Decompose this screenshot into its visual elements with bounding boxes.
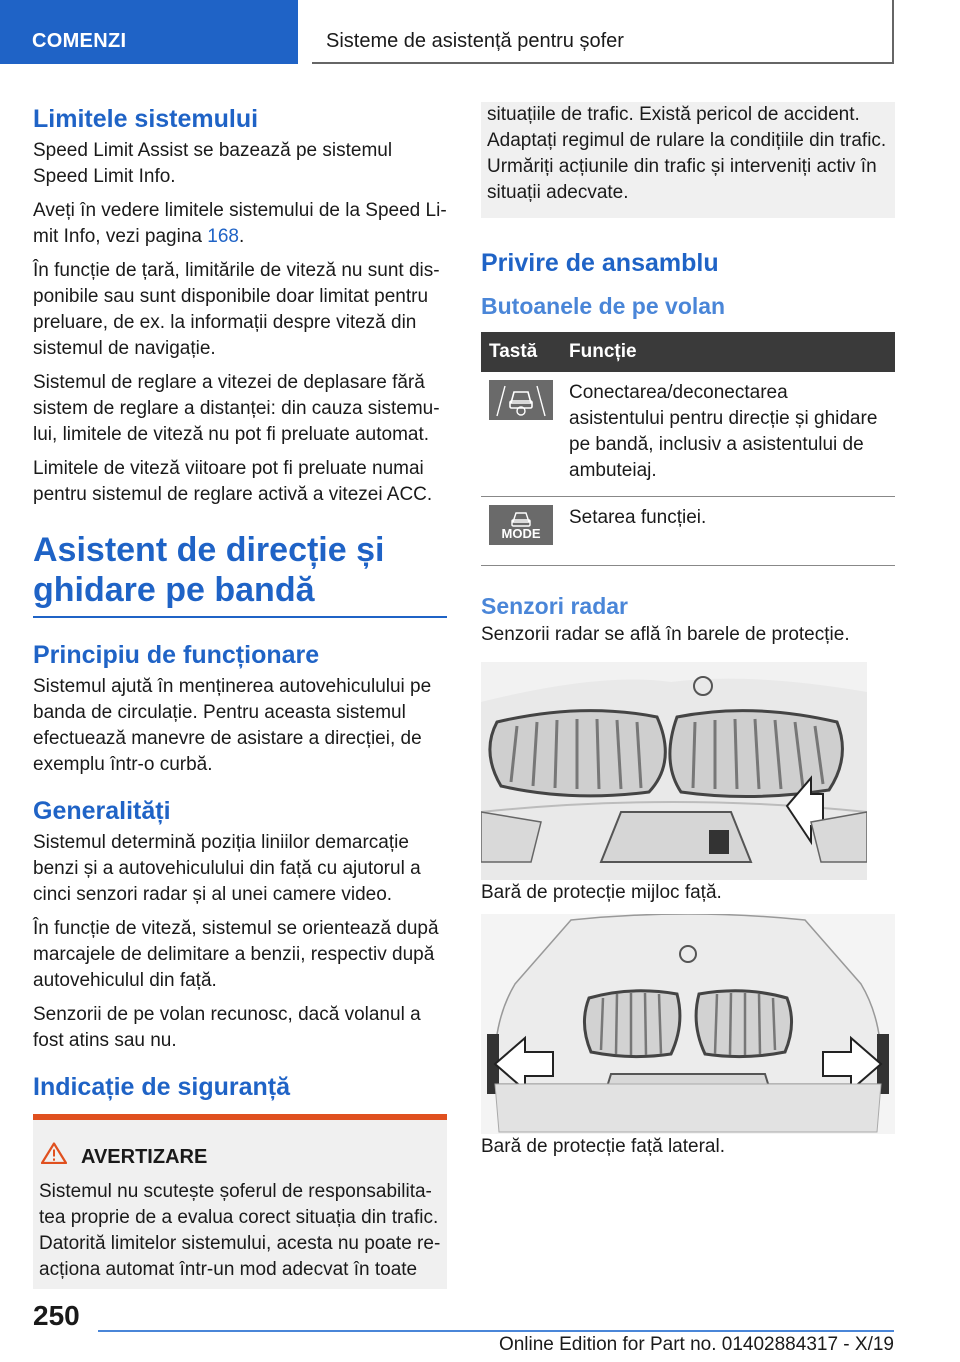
general-para-3: Senzorii de pe volan recunosc, dacă volanul a fost atins sau nu. (33, 1004, 421, 1051)
function-cell: Conectarea/deconectarea asistentului pentru direcție și ghidare pe bandă, inclusiv a asistentului de ambuteiaj. (561, 372, 895, 497)
column-header-key: Tastă (481, 332, 561, 372)
right-column (481, 102, 895, 1168)
limits-para-2 (33, 198, 447, 250)
warning-text: Sistemul nu scutește șoferul de responsabilitatea proprie de a evalua corect situația din trafic. Datorită limitelor sistemului, acesta nu poate reacționa automat într-un mod adecvat în toate (39, 1181, 441, 1280)
general-para-2: În funcție de viteză, sistemul se orientează după marcajele de delimitare a benzii, respectiv după autovehiculul din față. (33, 918, 439, 991)
chapter-title: Asistent de direcție și ghidare pe bandă (33, 531, 385, 609)
left-column (33, 104, 447, 1289)
warning-box-continued (481, 102, 895, 218)
radar-para: Senzorii radar se află în barele de protecție. (481, 624, 850, 645)
warning-text-continued: situațiile de trafic. Există pericol de accident. Adaptați regimul de rulare la condițiile din trafic. Urmăriți acțiunile din trafic și interveniți activ în situații adecvate. (487, 104, 887, 203)
bumper-lateral-photo (481, 914, 895, 1134)
chapter-header (312, 0, 894, 64)
buttons-heading: Butoanele de pe volan (481, 293, 726, 319)
radar-heading: Senzori radar (481, 593, 628, 619)
limits-heading: Limitele sistemului (33, 105, 259, 133)
principle-heading: Principiu de funcționare (33, 641, 320, 669)
warning-triangle-icon (41, 1142, 67, 1171)
chapter-label: Sisteme de asistență pentru șofer (326, 30, 624, 52)
limits-para-3: În funcție de țară, limitările de viteză nu sunt disponibile sau sunt disponibile doar limitat pentru preluare, de ex. la informații despre viteză din sistemul de navigație. (33, 260, 440, 359)
general-para-1: Sistemul determină poziția liniilor demarcație benzi și a autovehiculului din față cu ajutorul a cinci senzori radar și al unei camere video. (33, 832, 421, 905)
key-cell (481, 372, 561, 497)
overview-heading: Privire de ansamblu (481, 249, 719, 277)
bumper-center-photo (481, 662, 895, 880)
section-label: COMENZI (32, 30, 127, 52)
principle-para: Sistemul ajută în menținerea autovehiculului pe banda de circulație. Pentru aceasta sistemul efectuează manevre de asistare a direcției, de exemplu într-o curbă. (33, 676, 432, 775)
limits-para-2-end: . (238, 226, 245, 247)
table-row (481, 372, 895, 497)
buttons-table (481, 332, 895, 566)
caption-center: Bară de protecție mijloc față. (481, 882, 722, 903)
lane-assist-icon (489, 380, 553, 420)
key-cell (481, 497, 561, 566)
warning-title (39, 1142, 441, 1171)
limits-para-1: Speed Limit Assist se bazează pe sistemul Speed Limit Info. (33, 140, 393, 187)
caption-lateral: Bară de protecție față lateral. (481, 1136, 725, 1157)
mode-icon-label: MODE (501, 526, 541, 541)
column-header-function: Funcție (561, 332, 895, 372)
mode-button-icon (489, 505, 553, 545)
table-header-row (481, 332, 895, 372)
function-cell: Setarea funcției. (561, 497, 895, 566)
general-heading: Generalități (33, 797, 171, 825)
safety-heading: Indicație de siguranță (33, 1073, 291, 1101)
limits-para-2-text: Aveți în vedere limitele sistemului de la Speed Limit Info, vezi pagina (33, 200, 447, 247)
chapter-title-block (33, 530, 447, 618)
limits-para-4: Sistemul de reglare a vitezei de deplasare fără sistem de reglare a distanței: din cauza sistemului, limitele de viteză nu pot fi preluate automat. (33, 372, 440, 445)
warning-label: AVERTIZARE (81, 1145, 208, 1168)
warning-box (33, 1114, 447, 1289)
section-tab (0, 0, 298, 64)
edition-note: Online Edition for Part no. 01402884317 - X/19 (498, 1334, 894, 1355)
table-row (481, 497, 895, 566)
page-number: 250 (33, 1300, 80, 1331)
footer-divider (98, 1330, 894, 1332)
page-reference-link[interactable]: 168 (207, 226, 239, 247)
limits-para-5: Limitele de viteză viitoare pot fi preluate numai pentru sistemul de reglare activă a vitezei ACC. (33, 458, 433, 505)
